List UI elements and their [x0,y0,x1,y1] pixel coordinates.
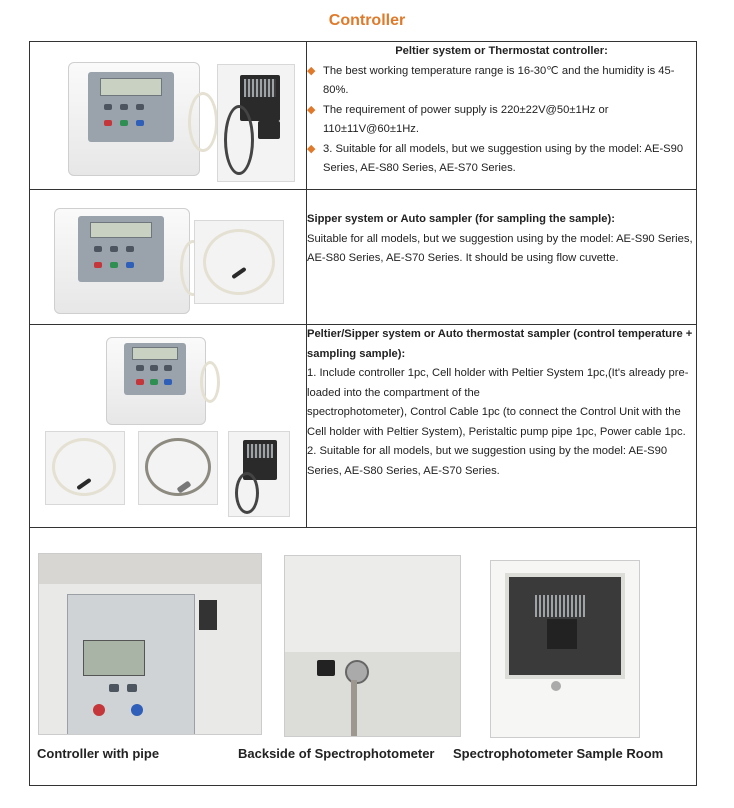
row-combined-images [30,325,307,528]
orange-diamond-icon: ◆ [307,103,316,116]
row-combined-text [307,325,697,528]
row-combined-para1: 1. Include controller 1pc, Cell holder with Peltier System 1pc,(It's already pre-loaded into the compartment of the [307,367,689,399]
row-sipper [30,190,697,325]
orange-diamond-icon: ◆ [307,142,316,155]
sample-room-photo [490,560,640,738]
row-peltier [30,42,697,190]
row-combined-para3: 2. Suitable for all models, but we suggestion using by the model: AE-S90 Series, AE-S80 Series, AE-S70 Series. [307,445,668,477]
row-peltier-text [307,42,697,190]
row-sipper-body: Suitable for all models, but we suggestion using by the model: AE-S90 Series, AE-S80 Series, AE-S70 Series. It should be using flow cuvette. [307,232,693,264]
pump-pipe-photo [45,431,125,505]
row-combined-header: Peltier/Sipper system or Auto thermostat sampler (control temperature + sampling sample): [307,328,693,360]
controller-photo [60,52,228,180]
peltier-module-photo [217,64,295,182]
control-cable-photo [138,431,218,505]
spec-table [29,41,697,528]
page-title: Controller [328,12,406,29]
caption-backside: Backside of Spectrophotometer [238,746,435,761]
sipper-controller-photo [50,200,212,318]
orange-diamond-icon: ◆ [307,64,316,77]
caption-controller-with-pipe: Controller with pipe [37,746,160,761]
caption-sample-room: Spectrophotometer Sample Room [453,746,664,761]
peltier-holder-photo [228,431,290,517]
row-combined [30,325,697,528]
sipper-tube-photo [194,220,284,304]
row-sipper-images [30,190,307,325]
row-sipper-text [307,190,697,325]
spectrophotometer-backside-photo [284,555,461,737]
bullet-item: ◆ The requirement of power supply is 220±22V@50±1Hz or 110±11V@60±1Hz. [307,101,696,140]
combined-controller-photo [102,331,222,427]
row-sipper-header: Sipper system or Auto sampler (for sampling the sample): [307,213,615,225]
bullet-item: ◆ 3. Suitable for all models, but we suggestion using by the model: AE-S90 Series, AE-S80 Series, AE-S70 Series. [307,140,696,179]
row-peltier-header: Peltier system or Thermostat controller: [395,45,608,57]
controller-with-pipe-photo [38,553,262,735]
row-peltier-images [30,42,307,190]
bullet-item: ◆ The best working temperature range is 16-30℃ and the humidity is 45-80%. [307,62,696,101]
row-combined-para2: spectrophotometer), Control Cable 1pc (to connect the Control Unit with the Cell holder with Peltier System), Peristaltic pump pipe 1pc, Power cable 1pc. [307,406,686,438]
